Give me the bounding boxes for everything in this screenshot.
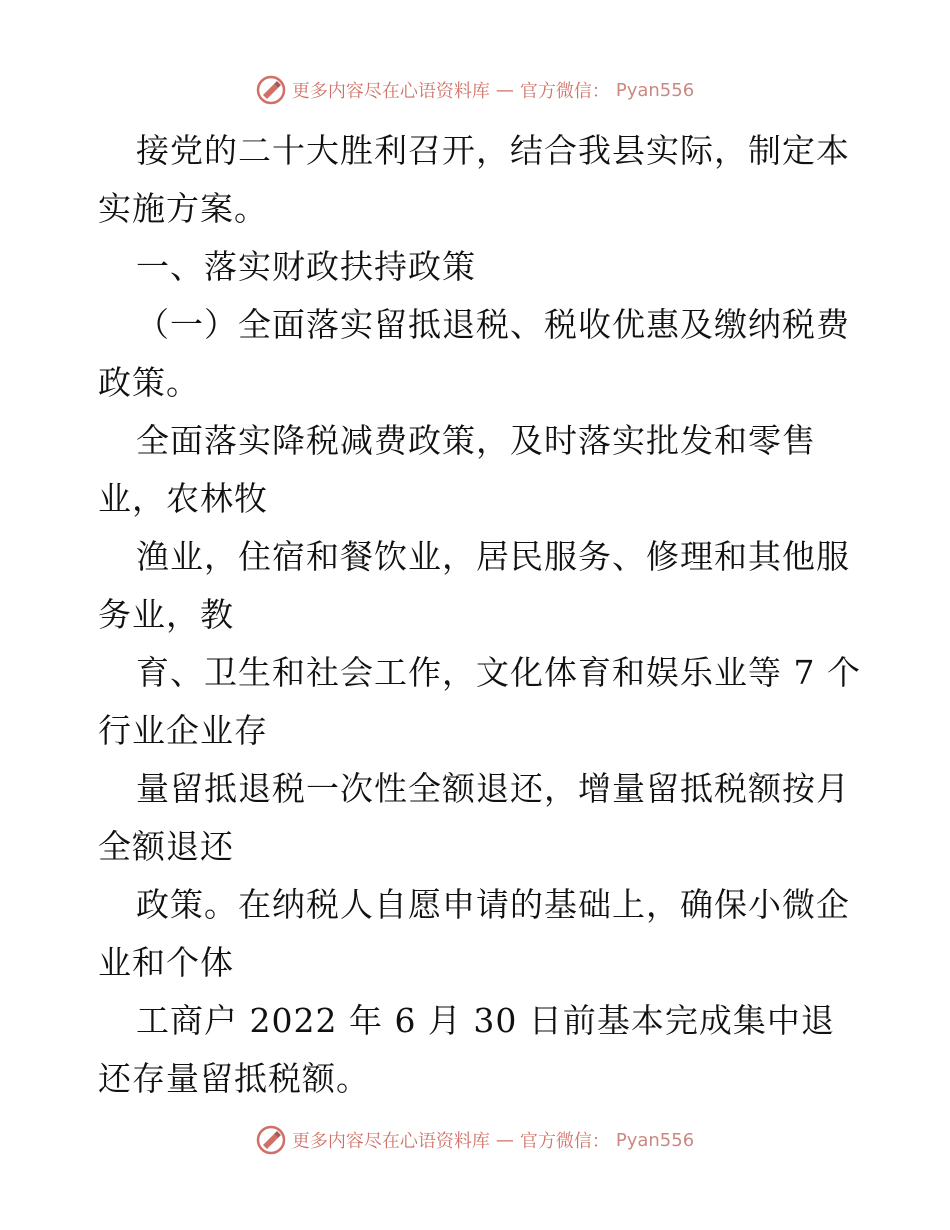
document-body: [98, 122, 868, 1108]
paragraph: 全面落实降税减费政策，及时落实批发和零售业，农林牧: [98, 421, 816, 518]
paragraph: 育、卫生和社会工作，文化体育和娱乐业等 7 个行业企业存: [98, 653, 861, 750]
paragraph: 渔业，住宿和餐饮业，居民服务、修理和其他服务业，教: [98, 537, 850, 634]
watermark-top: [0, 70, 950, 110]
watermark-dash: —: [495, 1129, 514, 1151]
subsection-heading: （一）全面落实留抵退税、税收优惠及缴纳税费政策。: [98, 305, 850, 402]
watermark-main-text: 更多内容尽在心语资料库: [291, 1131, 490, 1152]
watermark-official-label: 官方微信：: [519, 1131, 610, 1152]
watermark-main-text: 更多内容尽在心语资料库: [291, 81, 490, 102]
brand-logo-icon: [256, 75, 286, 105]
paragraph: 量留抵退税一次性全额退还，增量留抵税额按月全额退还: [98, 769, 850, 866]
section-heading: 一、落实财政扶持政策: [136, 247, 476, 286]
watermark-dash: —: [495, 79, 514, 101]
watermark-official-label: 官方微信：: [519, 81, 610, 102]
watermark-wechat-id: Pyan556: [615, 79, 695, 101]
paragraph: 工商户 2022 年 6 月 30 日前基本完成集中退还存量留抵税额。: [98, 1001, 835, 1098]
watermark-wechat-id: Pyan556: [615, 1129, 695, 1151]
paragraph: 接党的二十大胜利召开，结合我县实际，制定本实施方案。: [98, 131, 850, 228]
paragraph: 政策。在纳税人自愿申请的基础上，确保小微企业和个体: [98, 885, 850, 982]
brand-logo-icon: [256, 1125, 286, 1155]
watermark-bottom: [0, 1120, 950, 1160]
